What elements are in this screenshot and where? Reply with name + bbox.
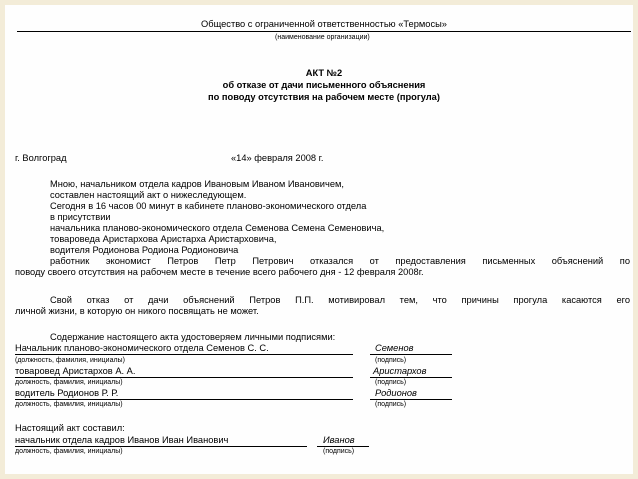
body-line: в присутствии: [50, 212, 111, 222]
organization-caption: (наименование организации): [275, 34, 370, 41]
act-subtitle-1: об отказе от дачи письменного объяснения: [222, 80, 426, 90]
signature: Семенов: [375, 343, 414, 353]
body-line: Свой отказ от дачи объяснений Петров П.П. мотивировал тем, что причины прогула касаются его: [50, 295, 630, 305]
signature-caption: (подпись): [375, 379, 407, 386]
compiler-name: начальник отдела кадров Иванов Иван Иванович: [15, 435, 229, 445]
signature-caption: (подпись): [375, 357, 407, 364]
city: г. Волгоград: [15, 153, 67, 163]
compiler-underline: [15, 446, 307, 447]
compiler-signature-caption: (подпись): [323, 448, 355, 455]
organization-underline: [17, 31, 631, 32]
body-line: поводу своего отсутствия на рабочем месте в течение всего рабочего дня - 12 февраля 2008г.: [15, 267, 424, 277]
body-line: начальника планово-экономического отдела Семенова Семена Семеновича,: [50, 223, 385, 233]
body-line: работник экономист Петров Петр Петрович отказался от предоставления письменных объяснений по: [50, 256, 630, 266]
signatory-name: товаровед Аристархов А. А.: [15, 366, 136, 376]
body-line: составлен настоящий акт о нижеследующем.: [50, 190, 247, 200]
signature-underline: [370, 399, 452, 400]
signatory-name: водитель Родионов Р. Р.: [15, 388, 119, 398]
signature: Аристархов: [373, 366, 427, 376]
signature-caption: (подпись): [375, 401, 407, 408]
signatory-underline: [15, 354, 353, 355]
body-line: водителя Родионова Родиона Родионовича: [50, 245, 239, 255]
signatory-name: Начальник планово-экономического отдела Семенов С. С.: [15, 343, 269, 353]
compiler-caption: должность, фамилия, инициалы): [15, 448, 123, 455]
act-date: «14» февраля 2008 г.: [231, 153, 324, 163]
signatory-underline: [15, 377, 353, 378]
compiler-intro: Настоящий акт составил:: [15, 423, 125, 433]
body-line: Содержание настоящего акта удостоверяем личными подписями:: [50, 332, 336, 342]
compiler-signature-underline: [317, 446, 369, 447]
act-subtitle-2: по поводу отсутствия на рабочем месте (прогула): [208, 92, 440, 102]
signature: Родионов: [375, 388, 417, 398]
organization-name: Общество с ограниченной ответственностью «Термосы»: [201, 19, 447, 29]
body-line: Мною, начальником отдела кадров Ивановым Иваном Ивановичем,: [50, 179, 344, 189]
act-title: АКТ №2: [305, 68, 343, 78]
compiler-signature: Иванов: [323, 435, 355, 445]
signatory-caption: должность, фамилия, инициалы): [15, 379, 123, 386]
body-line: Сегодня в 16 часов 00 минут в кабинете планово-экономического отдела: [50, 201, 367, 211]
signatory-caption: должность, фамилия, инициалы): [15, 401, 123, 408]
signatory-underline: [15, 399, 353, 400]
body-line: личной жизни, в которую он никого посвящать не может.: [15, 306, 259, 316]
signatory-caption: (должность, фамилия, инициалы): [15, 357, 125, 364]
signature-underline: [370, 377, 452, 378]
signature-underline: [370, 354, 452, 355]
body-line: товароведа Аристархова Аристарха Аристарховича,: [50, 234, 277, 244]
